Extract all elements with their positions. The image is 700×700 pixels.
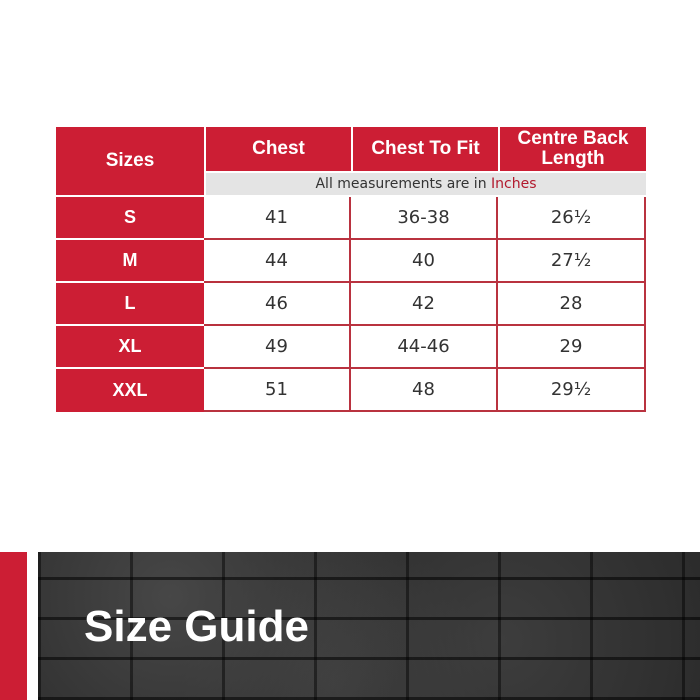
- header-centre-back-line1: Centre Back: [517, 128, 629, 149]
- header-centre-back-line2: Length: [541, 148, 605, 169]
- chest-value: 44: [204, 240, 351, 283]
- chest-value: 51: [204, 369, 351, 412]
- chest-value: 49: [204, 326, 351, 369]
- measurement-note: [204, 173, 646, 197]
- measurement-note-text: All measurements are in: [315, 176, 487, 192]
- table-body: [56, 197, 646, 412]
- table-row: [56, 240, 646, 283]
- size-label: XXL: [56, 369, 204, 412]
- size-label: XL: [56, 326, 204, 369]
- table-row: [56, 369, 646, 412]
- chest-to-fit-value: 36-38: [351, 197, 498, 240]
- size-guide-banner: [38, 552, 700, 700]
- size-label: L: [56, 283, 204, 326]
- table-row: [56, 283, 646, 326]
- header-sizes: Sizes: [56, 127, 204, 197]
- header-chest: Chest: [204, 127, 351, 173]
- measurement-unit: Inches: [491, 176, 537, 192]
- chest-to-fit-value: 44-46: [351, 326, 498, 369]
- size-label: M: [56, 240, 204, 283]
- chest-value: 46: [204, 283, 351, 326]
- size-chart-table: [56, 127, 646, 412]
- centre-back-length-value: 28: [498, 283, 646, 326]
- centre-back-length-value: 27½: [498, 240, 646, 283]
- chest-to-fit-value: 48: [351, 369, 498, 412]
- header-chest-to-fit: Chest To Fit: [351, 127, 498, 173]
- centre-back-length-value: 29½: [498, 369, 646, 412]
- centre-back-length-value: 29: [498, 326, 646, 369]
- table-row: [56, 197, 646, 240]
- banner-title: Size Guide: [84, 602, 309, 651]
- left-accent-strip: [0, 552, 27, 700]
- centre-back-length-value: 26½: [498, 197, 646, 240]
- chest-to-fit-value: 42: [351, 283, 498, 326]
- size-label: S: [56, 197, 204, 240]
- table-row: [56, 326, 646, 369]
- chest-to-fit-value: 40: [351, 240, 498, 283]
- header-centre-back-length: [498, 127, 646, 173]
- table-header-row: [56, 127, 646, 173]
- chest-value: 41: [204, 197, 351, 240]
